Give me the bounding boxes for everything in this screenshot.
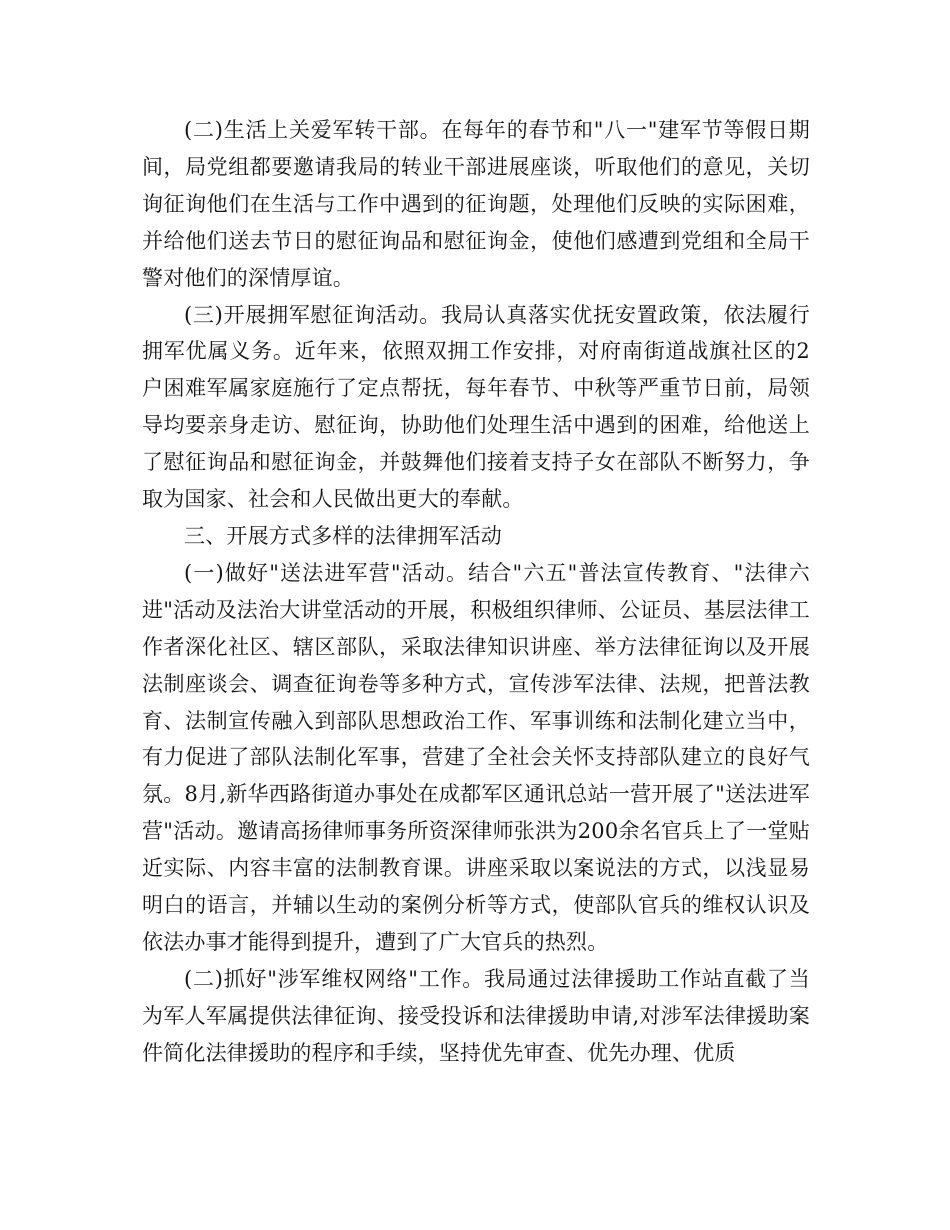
section-heading-legal-support: 三、开展方式多样的法律拥军活动 bbox=[184, 523, 502, 548]
paragraph-law-to-barracks: (一)做好"送法进军营"活动。结合"六五"普法宣传教育、"法律六进"活动及法治大讲堂活动的开展，积极组织律师、公证员、基层法律工作者深化社区、辖区部队，采取法律知识讲座、举方法律征询以及开展法制座谈会、调查征询卷等多种方式，宣传涉军法律、法规，把普法教育、法制宣传融入到部队思想政治工作、军事训练和法制化建立当中，有力促进了部队法制化军事，营建了全社会关怀支持部队建立的良好气氛。8月,新华西路街道办事处在成都军区通讯总站一营开展了"送法进军营"活动。邀请高扬律师事务所资深律师张洪为200余名官兵上了一堂贴近实际、内容丰富的法制教育课。讲座采取以案说法的方式，以浅显易明白的语言，并辅以生动的案例分析等方式，使部队官兵的维权认识及依法办事才能得到提升，遭到了广大官兵的热烈。 bbox=[142, 560, 810, 954]
paragraph-life-care: (二)生活上关爱军转干部。在每年的春节和"八一"建军节等假日期间，局党组都要邀请我局的转业干部进展座谈，听取他们的意见，关切询征询他们在生活与工作中遇到的征询题，处理他们反映的实际困难，并给他们送去节日的慰征询品和慰征询金，使他们感遭到党组和全局干警对他们的深情厚谊。 bbox=[142, 118, 810, 290]
document-body bbox=[142, 112, 810, 1072]
paragraph-rights-network: (二)抓好"涉军维权网络"工作。我局通过法律援助工作站直截了当为军人军属提供法律征询、接受投诉和法律援助申请,对涉军法律援助案件简化法律援助的程序和手续，坚持优先审查、优先办理、优质 bbox=[142, 966, 810, 1065]
paragraph-support-activity: (三)开展拥军慰征询活动。我局认真落实优抚安置政策，依法履行拥军优属义务。近年来，依照双拥工作安排，对府南街道战旗社区的2户困难军属家庭施行了定点帮抚，每年春节、中秋等严重节日前，局领导均要亲身走访、慰征询，协助他们处理生活中遇到的困难，给他送上了慰征询品和慰征询金，并鼓舞他们接着支持子女在部队不断努力，争取为国家、社会和人民做出更大的奉献。 bbox=[142, 302, 810, 512]
